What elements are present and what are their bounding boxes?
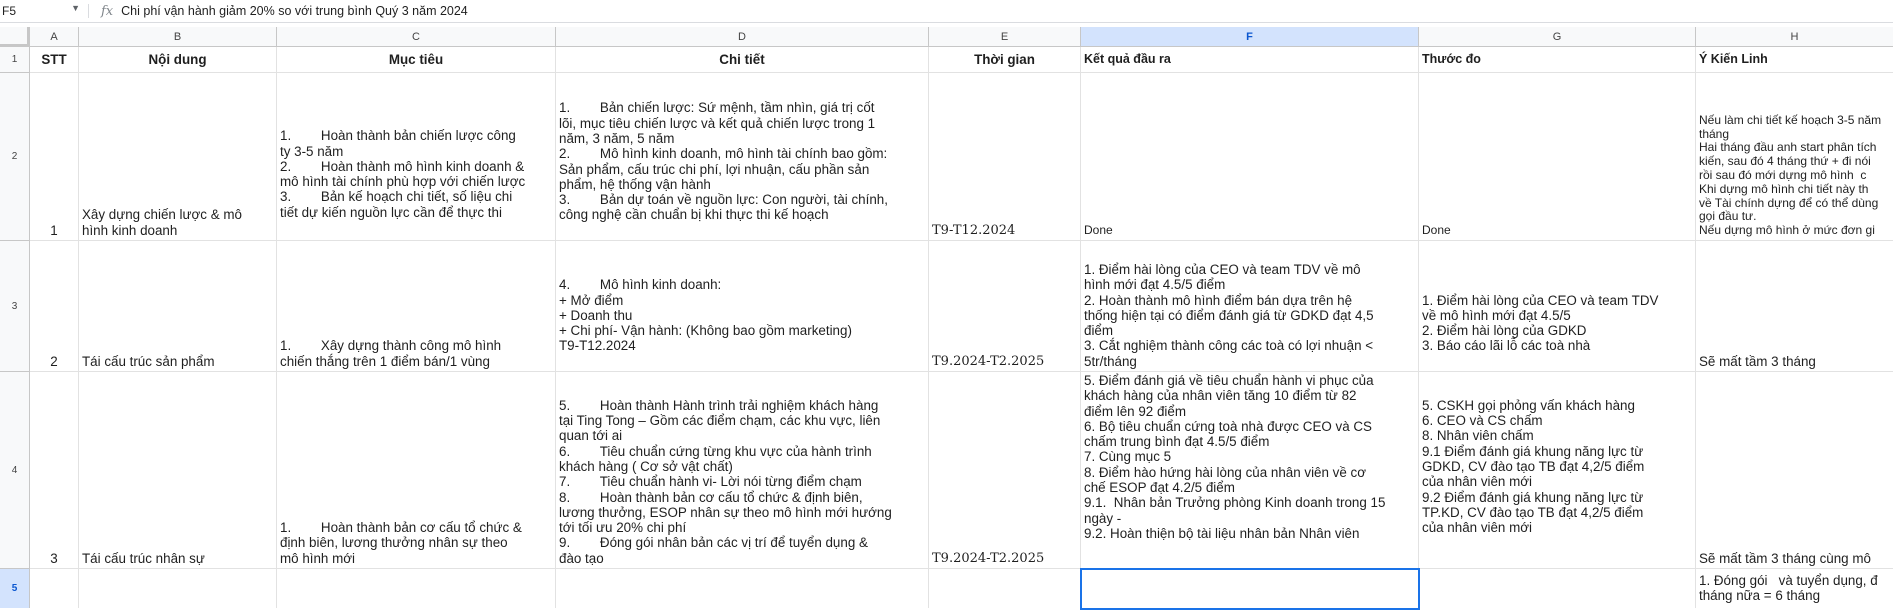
column-header-a[interactable]: A bbox=[30, 27, 79, 47]
cell-noi-dung[interactable] bbox=[79, 569, 277, 608]
cell-ket-qua[interactable]: Done bbox=[1081, 73, 1419, 241]
cell-thoi-gian[interactable] bbox=[929, 569, 1081, 608]
divider bbox=[88, 4, 89, 18]
cell-noi-dung[interactable]: Xây dựng chiến lược & mô hình kinh doanh bbox=[79, 73, 277, 241]
cell-y-kien[interactable]: Sẽ mất tầm 3 tháng bbox=[1696, 241, 1893, 372]
header-thoi-gian[interactable]: Thời gian bbox=[929, 47, 1081, 73]
select-all-corner[interactable] bbox=[0, 27, 30, 47]
cell-y-kien[interactable]: Nếu làm chi tiết kế hoạch 3-5 năm tháng Hai tháng đầu anh start phân tích kiến, sau đó 4 tháng thứ + đi nói rồi sau đó mới dựng mô hình c Khi dựng mô hình chi tiết này th về Tài chính dựng để có thể dùng gọi đầu tư. Nếu dựng mô hình ở mức đơn gi bbox=[1696, 73, 1893, 241]
cell-thoi-gian[interactable]: T9-T12.2024 bbox=[929, 73, 1081, 241]
cell-thuoc-do[interactable]: 1. Điểm hài lòng của CEO và team TDV về mô hình mới đạt 4.5/5 2. Điểm hài lòng của GDKD 3. Báo cáo lãi lỗ các toà nhà bbox=[1419, 241, 1696, 372]
header-muc-tieu[interactable]: Mục tiêu bbox=[277, 47, 556, 73]
cell-muc-tieu[interactable]: 1. Xây dựng thành công mô hình chiến thắng trên 1 điểm bán/1 vùng bbox=[277, 241, 556, 372]
cell-chi-tiet[interactable]: 1. Bản chiến lược: Sứ mệnh, tầm nhìn, giá trị cốt lõi, mục tiêu chiến lược và kết quả chiến lược trong 1 năm, 3 năm, 5 năm 2. Mô hình kinh doanh, mô hình tài chính bao gồm: Sản phẩm, cấu trúc chi phí, lợi nhuận, cấu phần sản phẩm, hệ thống vận hành 3. Bản dự toán về nguồn lực: Con người, tài chính, công nghệ cần chuẩn bị khi thực thi kế hoạch bbox=[556, 73, 929, 241]
column-header-f[interactable]: F bbox=[1081, 27, 1419, 47]
cell-stt[interactable]: 2 bbox=[30, 241, 79, 372]
cell-chi-tiet[interactable] bbox=[556, 569, 929, 608]
row-header-5[interactable]: 5 bbox=[0, 569, 30, 608]
row-header-2[interactable]: 2 bbox=[0, 73, 30, 241]
header-thuoc-do[interactable]: Thước đo bbox=[1419, 47, 1696, 73]
row-header-3[interactable]: 3 bbox=[0, 241, 30, 372]
cell-stt[interactable]: 1 bbox=[30, 73, 79, 241]
cell-thuoc-do[interactable]: Done bbox=[1419, 73, 1696, 241]
cell-muc-tieu[interactable]: 1. Hoàn thành bản cơ cấu tổ chức & định biên, lương thưởng nhân sự theo mô hình mới bbox=[277, 372, 556, 569]
cell-thoi-gian[interactable]: T9.2024-T2.2025 bbox=[929, 241, 1081, 372]
cell-muc-tieu[interactable]: 1. Hoàn thành bản chiến lược công ty 3-5 năm 2. Hoàn thành mô hình kinh doanh & mô hình tài chính phù hợp với chiến lược 3. Bản kế hoạch chi tiết, số liệu chi tiết dự kiến nguồn lực cần để thực thi bbox=[277, 73, 556, 241]
cell-ket-qua-selected[interactable] bbox=[1081, 569, 1419, 608]
header-stt[interactable]: STT bbox=[30, 47, 79, 73]
header-chi-tiet[interactable]: Chi tiết bbox=[556, 47, 929, 73]
cell-reference: F5 bbox=[2, 4, 17, 18]
cell-thuoc-do[interactable]: 5. CSKH gọi phỏng vấn khách hàng 6. CEO và CS chấm 8. Nhân viên chấm 9.1 Điểm đánh giá khung năng lực từ GDKD, CV đào tạo TB đạt 4,2/5 điểm của nhân viên mới 9.2 Điểm đánh giá khung năng lực từ TP.KD, CV đào tạo TB đạt 4,2/5 điểm của nhân viên mới bbox=[1419, 372, 1696, 569]
column-header-b[interactable]: B bbox=[79, 27, 277, 47]
cell-noi-dung[interactable]: Tái cấu trúc sản phẩm bbox=[79, 241, 277, 372]
cell-y-kien[interactable]: Sẽ mất tầm 3 tháng cùng mô bbox=[1696, 372, 1893, 569]
formula-bar bbox=[0, 0, 1893, 23]
cell-stt[interactable]: 3 bbox=[30, 372, 79, 569]
cell-ket-qua[interactable]: 1. Điểm hài lòng của CEO và team TDV về mô hình mới đạt 4.5/5 điểm 2. Hoàn thành mô hình điểm bán dựa trên hệ thống hiện tại có điểm đánh giá từ GDKD đạt 4,5 điểm 3. Cắt nghiệm thành công các toà có lợi nhuận < 5tr/tháng bbox=[1081, 241, 1419, 372]
cell-chi-tiet[interactable]: 4. Mô hình kinh doanh: + Mở điểm + Doanh thu + Chi phí- Vận hành: (Không bao gồm marketing) T9-T12.2024 bbox=[556, 241, 929, 372]
cell-muc-tieu[interactable] bbox=[277, 569, 556, 608]
name-box[interactable] bbox=[0, 0, 88, 22]
cell-thuoc-do[interactable] bbox=[1419, 569, 1696, 608]
cell-chi-tiet[interactable]: 5. Hoàn thành Hành trình trải nghiệm khách hàng tại Ting Tong – Gồm các điểm chạm, các khu vực, liên quan tới ai 6. Tiêu chuẩn cứng từng khu vực của hành trình khách hàng ( Cơ sở vật chất) 7. Tiêu chuẩn hành vi- Lời nói từng điểm chạm 8. Hoàn thành bản cơ cấu tổ chức & định biên, lương thưởng, ESOP nhân sự theo mô hình mới hướng tới tối ưu 20% chi phí 9. Đóng gói nhân bản các vị trí để tuyển dụng & đào tạo bbox=[556, 372, 929, 569]
header-y-kien[interactable]: Ý Kiến Linh bbox=[1696, 47, 1893, 73]
cell-y-kien[interactable]: 1. Đóng gói và tuyển dụng, đ tháng nữa = 6 tháng bbox=[1699, 573, 1878, 604]
cell-ket-qua[interactable]: 5. Điểm đánh giá về tiêu chuẩn hành vi phục của khách hàng của nhân viên tăng 10 điểm từ 82 điểm lên 92 điểm 6. Bộ tiêu chuẩn cứng toà nhà được CEO và CS chấm trung bình đạt 4.5/5 điểm 7. Cùng mục 5 8. Điểm hào hứng hài lòng của nhân viên về cơ chế ESOP đạt 4.2/5 điểm 9.1. Nhân bản Trưởng phòng Kinh doanh trong 15 ngày - 9.2. Hoàn thiện bộ tài liệu nhân bản Nhân viên bbox=[1081, 372, 1419, 569]
chevron-down-icon[interactable]: ▼ bbox=[71, 3, 80, 13]
column-header-d[interactable]: D bbox=[556, 27, 929, 47]
column-header-g[interactable]: G bbox=[1419, 27, 1696, 47]
cell-stt[interactable] bbox=[30, 569, 79, 608]
row-header-1[interactable]: 1 bbox=[0, 47, 30, 73]
cell-thoi-gian[interactable]: T9.2024-T2.2025 bbox=[929, 372, 1081, 569]
fx-icon: fx bbox=[101, 3, 114, 19]
cell-noi-dung[interactable]: Tái cấu trúc nhân sự bbox=[79, 372, 277, 569]
column-header-c[interactable]: C bbox=[277, 27, 556, 47]
formula-input[interactable]: Chi phí vận hành giảm 20% so với trung bình Quý 3 năm 2024 bbox=[121, 4, 468, 18]
column-header-h[interactable]: H bbox=[1696, 27, 1893, 47]
column-header-e[interactable]: E bbox=[929, 27, 1081, 47]
header-ket-qua[interactable]: Kết quả đầu ra bbox=[1081, 47, 1419, 73]
header-noi-dung[interactable]: Nội dung bbox=[79, 47, 277, 73]
row-header-4[interactable]: 4 bbox=[0, 372, 30, 569]
